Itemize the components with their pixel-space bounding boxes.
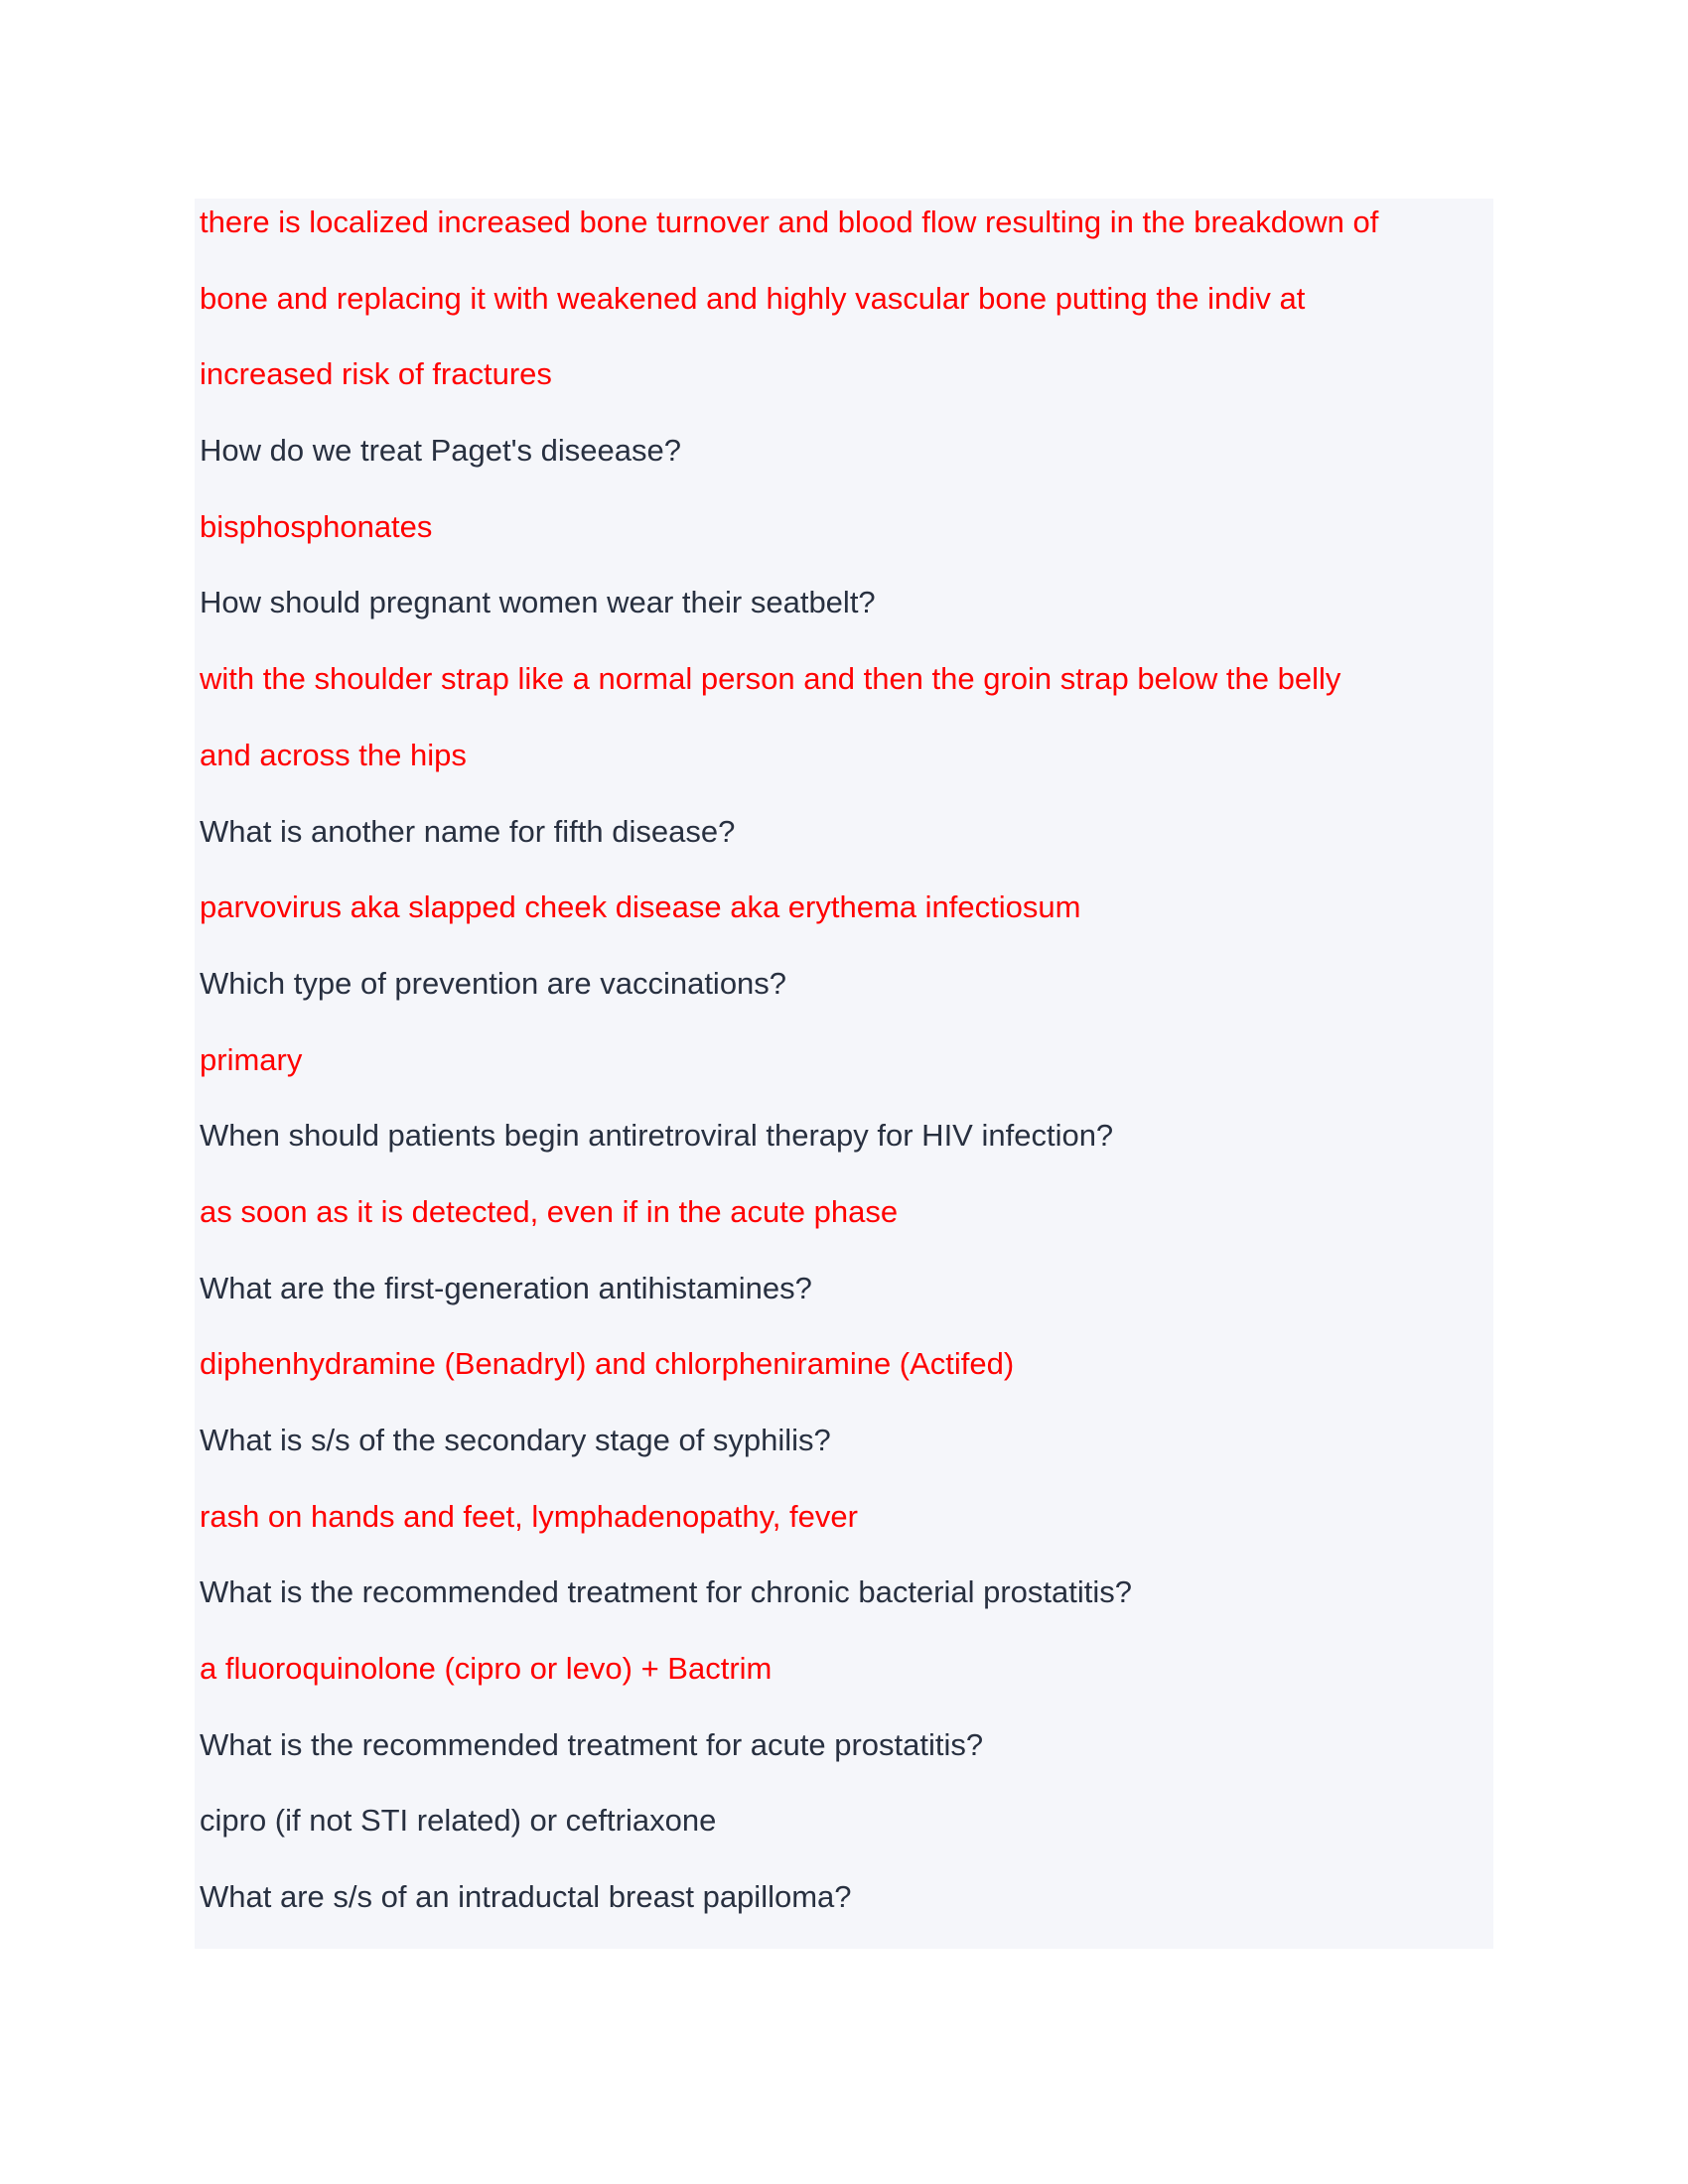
text-lines bbox=[200, 199, 1493, 1950]
answer-line bbox=[200, 655, 1493, 732]
answer-text: diphenhydramine (Benadryl) and chlorpheniramine (Actifed) bbox=[200, 1346, 1015, 1382]
answer-text: parvovirus aka slapped cheek disease aka erythema infectiosum bbox=[200, 889, 1081, 925]
answer-text: increased risk of fractures bbox=[200, 356, 552, 392]
answer-text: with the shoulder strap like a normal person and then the groin strap below the belly bbox=[200, 661, 1341, 697]
answer-text: as soon as it is detected, even if in the acute phase bbox=[200, 1193, 899, 1229]
question-text: What are the first-generation antihistamines? bbox=[200, 1270, 812, 1305]
answer-line bbox=[200, 1493, 1493, 1570]
answer-line bbox=[200, 199, 1493, 275]
answer-line bbox=[200, 503, 1493, 580]
question-line bbox=[200, 427, 1493, 503]
question-line bbox=[200, 579, 1493, 655]
answer-line bbox=[200, 350, 1493, 427]
flashcard-text-block bbox=[195, 199, 1493, 1949]
question-text: How do we treat Paget's diseease? bbox=[200, 433, 681, 469]
answer-line bbox=[200, 1036, 1493, 1113]
question-text: What is s/s of the secondary stage of syphilis? bbox=[200, 1423, 831, 1457]
question-text: What is another name for fifth disease? bbox=[200, 813, 736, 849]
answer-line bbox=[200, 1188, 1493, 1265]
answer-text: bone and replacing it with weakened and highly vascular bone putting the indiv at bbox=[200, 280, 1306, 316]
answer-text: bisphosphonates bbox=[200, 508, 433, 544]
question-line bbox=[200, 1112, 1493, 1188]
answer-text: and across the hips bbox=[200, 737, 467, 772]
question-line bbox=[200, 960, 1493, 1036]
question-line bbox=[200, 1417, 1493, 1493]
question-text: Which type of prevention are vaccinations? bbox=[200, 965, 787, 1001]
answer-text: primary bbox=[200, 1041, 303, 1077]
answer-line bbox=[200, 884, 1493, 960]
question-text: What is the recommended treatment for chronic bacterial prostatitis? bbox=[200, 1574, 1133, 1610]
question-line bbox=[200, 1569, 1493, 1645]
question-text: What is the recommended treatment for acute prostatitis? bbox=[200, 1726, 984, 1762]
answer-line bbox=[200, 732, 1493, 808]
answer-text: a fluoroquinolone (cipro or levo) + Bactrim bbox=[200, 1651, 773, 1687]
question-line bbox=[200, 1721, 1493, 1798]
answer-text: cipro (if not STI related) or ceftriaxone bbox=[200, 1803, 717, 1839]
answer-text: there is localized increased bone turnover and blood flow resulting in the breakdown of bbox=[200, 205, 1379, 239]
question-line bbox=[200, 1265, 1493, 1341]
answer-line-plain bbox=[200, 1797, 1493, 1873]
question-text: When should patients begin antiretroviral therapy for HIV infection? bbox=[200, 1118, 1114, 1154]
answer-line bbox=[200, 1340, 1493, 1417]
question-line bbox=[200, 808, 1493, 885]
question-text: How should pregnant women wear their seatbelt? bbox=[200, 585, 876, 620]
question-line bbox=[200, 1873, 1493, 1950]
answer-line bbox=[200, 1645, 1493, 1721]
answer-text: rash on hands and feet, lymphadenopathy, fever bbox=[200, 1498, 858, 1534]
question-text: What are s/s of an intraductal breast papilloma? bbox=[200, 1879, 852, 1915]
answer-line bbox=[200, 275, 1493, 351]
